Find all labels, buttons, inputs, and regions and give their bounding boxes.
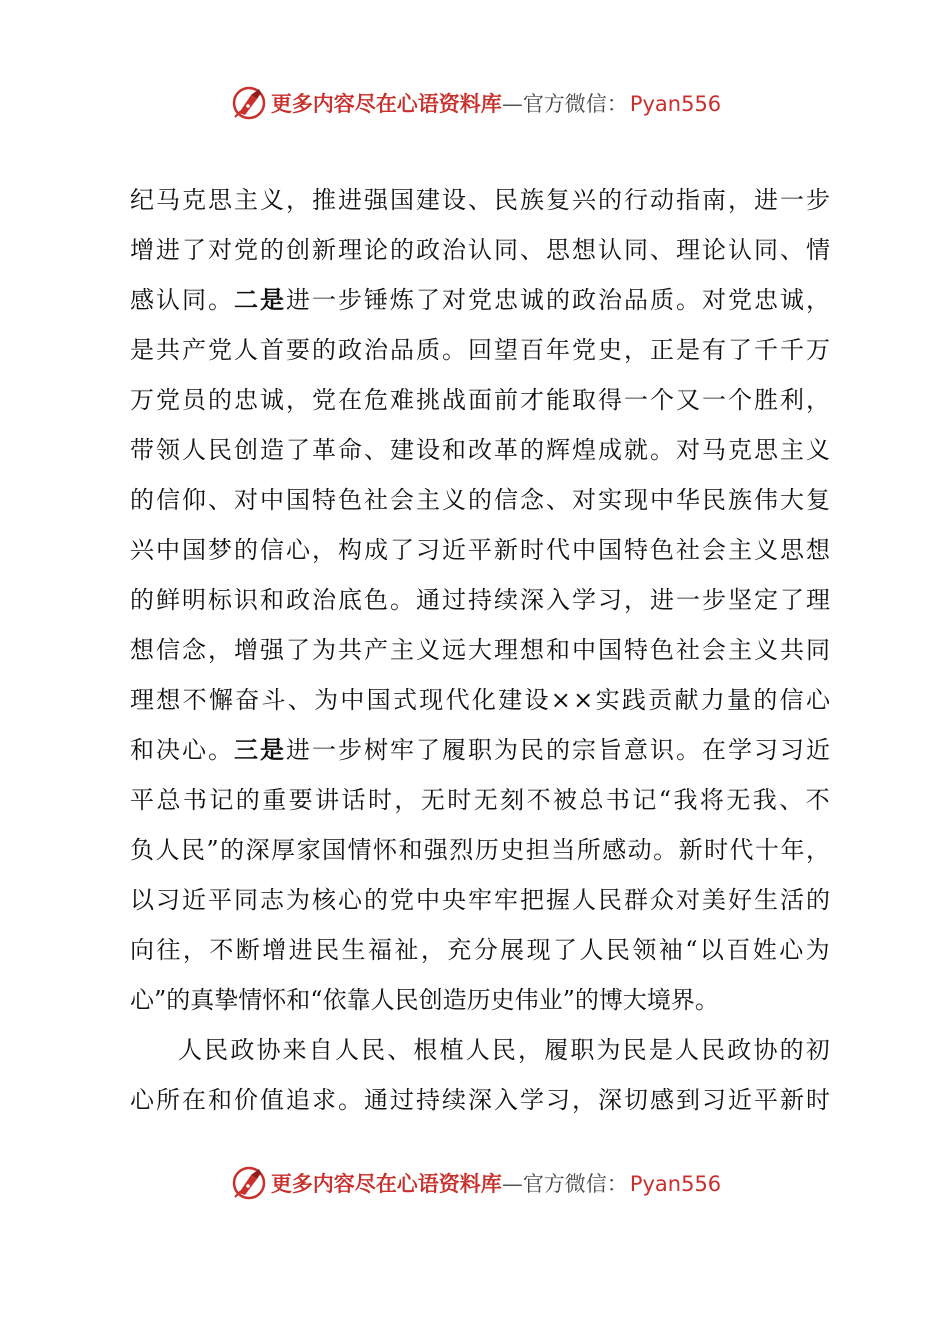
banner-title: 更多内容尽在心语资料库 xyxy=(270,1171,502,1196)
text-line: 人 民 政 协 来 自 人 民 、 根 植 人 民 ， 履 职 为 民 是 人 民 政 协 的 初 xyxy=(178,1036,830,1064)
text-line: 想 信 念 ， 增 强 了 为 共 产 主 义 远 大 理 想 和 中 国 特 色 社 会 主 义 共 同 xyxy=(130,636,830,664)
text-line: 兴 中 国 梦 的 信 心 ， 构 成 了 习 近 平 新 时 代 中 国 特 色 社 会 主 义 思 想 xyxy=(130,536,830,564)
banner-label: 官方微信： xyxy=(522,92,628,116)
banner-title: 更多内容尽在心语资料库 xyxy=(270,91,502,116)
text-line: 理 想 不 懈 奋 斗 、 为 中 国 式 现 代 化 建 设 × × 实 践 贡 献 力 量 的 信 心 xyxy=(130,686,830,714)
banner-wechat-id: Pyan556 xyxy=(629,1172,722,1196)
pen-nib-logo-icon xyxy=(229,1163,269,1203)
text-line: 纪 马 克 思 主 义 ， 推 进 强 国 建 设 、 民 族 复 兴 的 行 动 指 南 ， 进 一 步 xyxy=(130,186,830,214)
header-watermark-banner xyxy=(0,83,950,123)
text-line: 平 总 书 记 的 重 要 讲 话 时 ， 无 时 无 刻 不 被 总 书 记 “ 我 将 无 我 、 不 xyxy=(130,786,830,814)
banner-dash: — xyxy=(501,92,523,116)
text-line: 心 ” 的 真 挚 情 怀 和 “ 依 靠 人 民 创 造 历 史 伟 业 ” 的 博 大 境 界 。 xyxy=(130,986,719,1014)
text-line: 和 决 心 。 三 是 进 一 步 树 牢 了 履 职 为 民 的 宗 旨 意 识 。 在 学 习 习 近 xyxy=(130,735,830,764)
text-line: 万 党 员 的 忠 诚 ， 党 在 危 难 挑 战 面 前 才 能 取 得 一 个 又 一 个 胜 利 ， xyxy=(130,386,830,414)
text-line: 心 所 在 和 价 值 追 求 。 通 过 持 续 深 入 学 习 ， 深 切 感 到 习 近 平 新 时 xyxy=(130,1086,830,1114)
document-body xyxy=(130,175,830,1125)
banner-wechat-id: Pyan556 xyxy=(629,92,722,116)
text-line: 是 共 产 党 人 首 要 的 政 治 品 质 。 回 望 百 年 党 史 ， 正 是 有 了 千 千 万 xyxy=(130,336,830,364)
text-line: 负 人 民 ” 的 深 厚 家 国 情 怀 和 强 烈 历 史 担 当 所 感 动 。 新 时 代 十 年 ， xyxy=(130,836,830,864)
text-line: 以 习 近 平 同 志 为 核 心 的 党 中 央 牢 牢 把 握 人 民 群 众 对 美 好 生 活 的 xyxy=(130,886,830,914)
banner-label: 官方微信： xyxy=(522,1172,628,1196)
text-line: 的 信 仰 、 对 中 国 特 色 社 会 主 义 的 信 念 、 对 实 现 中 华 民 族 伟 大 复 xyxy=(130,486,830,514)
text-line: 带 领 人 民 创 造 了 革 命 、 建 设 和 改 革 的 辉 煌 成 就 。 对 马 克 思 主 义 xyxy=(130,436,830,464)
footer-watermark-banner xyxy=(0,1163,950,1203)
pen-nib-logo-icon xyxy=(229,83,269,123)
text-line: 的 鲜 明 标 识 和 政 治 底 色 。 通 过 持 续 深 入 学 习 ， 进 一 步 坚 定 了 理 xyxy=(130,586,830,614)
text-line: 增 进 了 对 党 的 创 新 理 论 的 政 治 认 同 、 思 想 认 同 、 理 论 认 同 、 情 xyxy=(130,236,830,264)
text-line: 感 认 同 。 二 是 进 一 步 锤 炼 了 对 党 忠 诚 的 政 治 品 质 。 对 党 忠 诚 ， xyxy=(130,285,830,314)
banner-dash: — xyxy=(501,1172,523,1196)
text-line: 向 往 ， 不 断 增 进 民 生 福 祉 ， 充 分 展 现 了 人 民 领 袖 “ 以 百 姓 心 为 xyxy=(130,936,830,964)
